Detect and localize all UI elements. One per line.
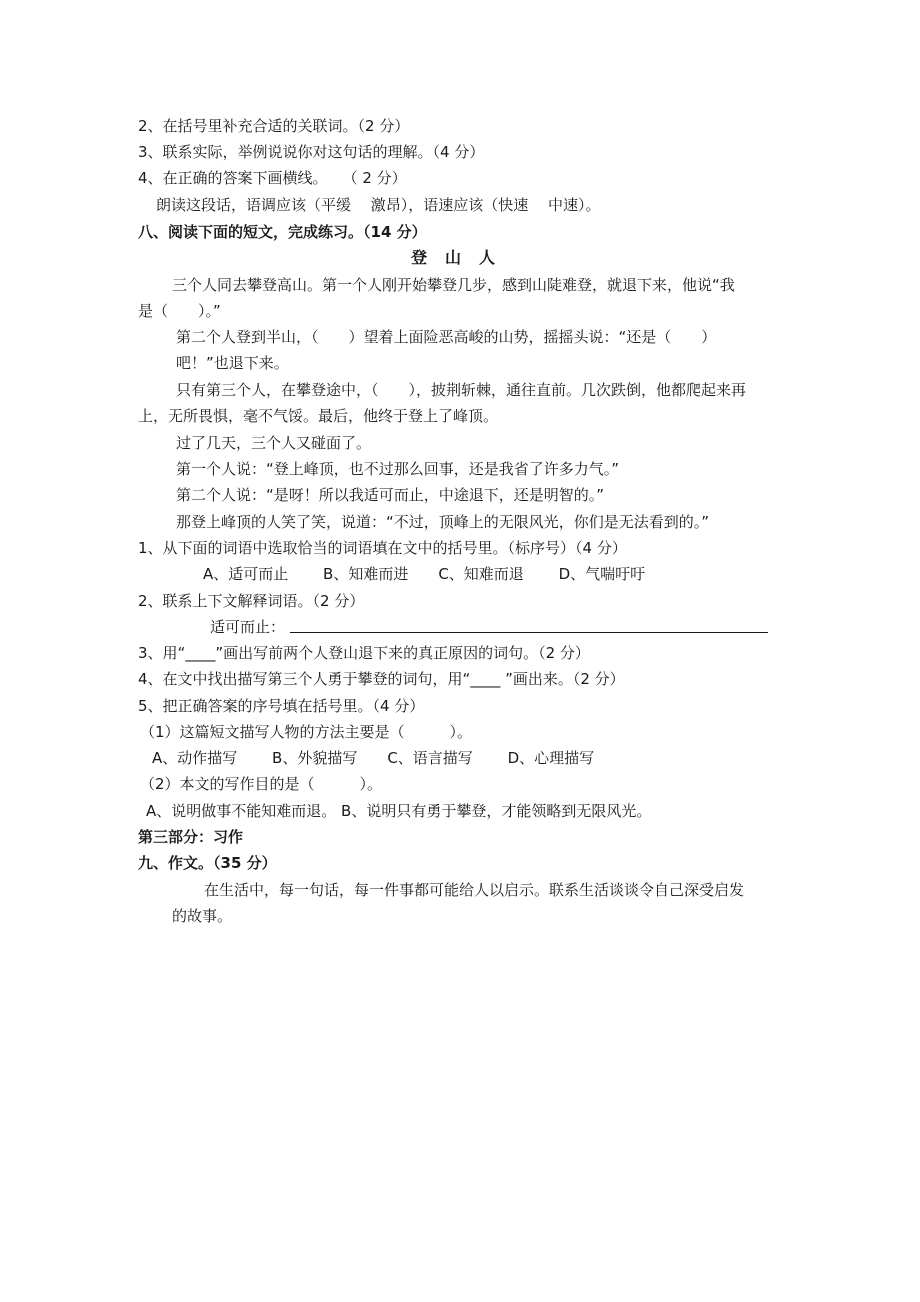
essay-prompt-cont: 的故事。 [172, 907, 233, 925]
exercise-2-term: 适可而止： [210, 618, 286, 636]
exercise-5: 5、把正确答案的序号填在括号里。（4 分） [138, 697, 425, 715]
section-9-heading: 九、作文。（35 分） [138, 854, 277, 872]
part-3-heading: 第三部分：习作 [138, 828, 244, 846]
passage-paragraph-4: 过了几天，三个人又碰面了。 [176, 434, 372, 452]
passage-paragraph-2: 第二个人登到半山，（ ）望着上面险恶高峻的山势，摇摇头说：“还是（ ） [176, 328, 717, 346]
question-4-underline: 4、在正确的答案下画横线。 （ 2 分） [138, 169, 407, 187]
essay-prompt: 在生活中，每一句话，每一件事都可能给人以启示。联系生活谈谈令自己深受启发 [204, 881, 745, 899]
passage-paragraph-1: 三个人同去攀登高山。第一个人刚开始攀登几步，感到山陡难登，就退下来，他说“我 [172, 276, 735, 294]
exercise-5-part-2: （2）本文的写作目的是（ ）。 [140, 775, 383, 793]
question-3-understanding: 3、联系实际，举例说说你对这句话的理解。（4 分） [138, 143, 485, 161]
passage-paragraph-5: 第一个人说：“登上峰顶，也不过那么回事，还是我省了许多力气。” [176, 460, 620, 478]
passage-title: 登山人 [411, 248, 514, 267]
exercise-5-part-1: （1）这篇短文描写人物的方法主要是（ ）。 [140, 723, 473, 741]
exercise-4: 4、在文中找出描写第三个人勇于攀登的词句，用“____ ”画出来。（2 分） [138, 670, 625, 688]
exercise-1: 1、从下面的词语中选取恰当的词语填在文中的括号里。（标序号）（4 分） [138, 539, 627, 557]
passage-paragraph-6: 第二个人说：“是呀！所以我适可而止，中途退下，还是明智的。” [176, 486, 605, 504]
question-4-reading-tone: 朗读这段话，语调应该（平缓 激昂），语速应该（快速 中速）。 [156, 196, 601, 214]
exercise-3: 3、用“____”画出写前两个人登山退下来的真正原因的词句。（2 分） [138, 644, 590, 662]
exercise-5-part-1-options: A、动作描写 B、外貌描写 C、语言描写 D、心理描写 [152, 749, 595, 767]
passage-paragraph-1-cont: 是（ ）。” [138, 302, 221, 320]
exercise-5-part-2-options: A、说明做事不能知难而退。 B、说明只有勇于攀登，才能领略到无限风光。 [146, 802, 652, 820]
exercise-2: 2、联系上下文解释词语。（2 分） [138, 592, 365, 610]
passage-paragraph-7: 那登上峰顶的人笑了笑，说道：“不过，顶峰上的无限风光，你们是无法看到的。” [176, 513, 710, 531]
exercise-1-options: A、适可而止 B、知难而进 C、知难而退 D、气喘吁吁 [203, 565, 646, 583]
section-8-heading: 八、阅读下面的短文，完成练习。（14 分） [138, 223, 427, 241]
passage-paragraph-2-cont: 吧！”也退下来。 [176, 354, 289, 372]
exercise-2-answer-line [290, 632, 768, 633]
passage-paragraph-3: 只有第三个人，在攀登途中，（ ），披荆斩棘，通往直前。几次跌倒，他都爬起来再 [176, 381, 747, 399]
question-2-connectives: 2、在括号里补充合适的关联词。（2 分） [138, 117, 410, 135]
passage-paragraph-3-cont: 上，无所畏惧，毫不气馁。最后，他终于登上了峰顶。 [138, 407, 499, 425]
